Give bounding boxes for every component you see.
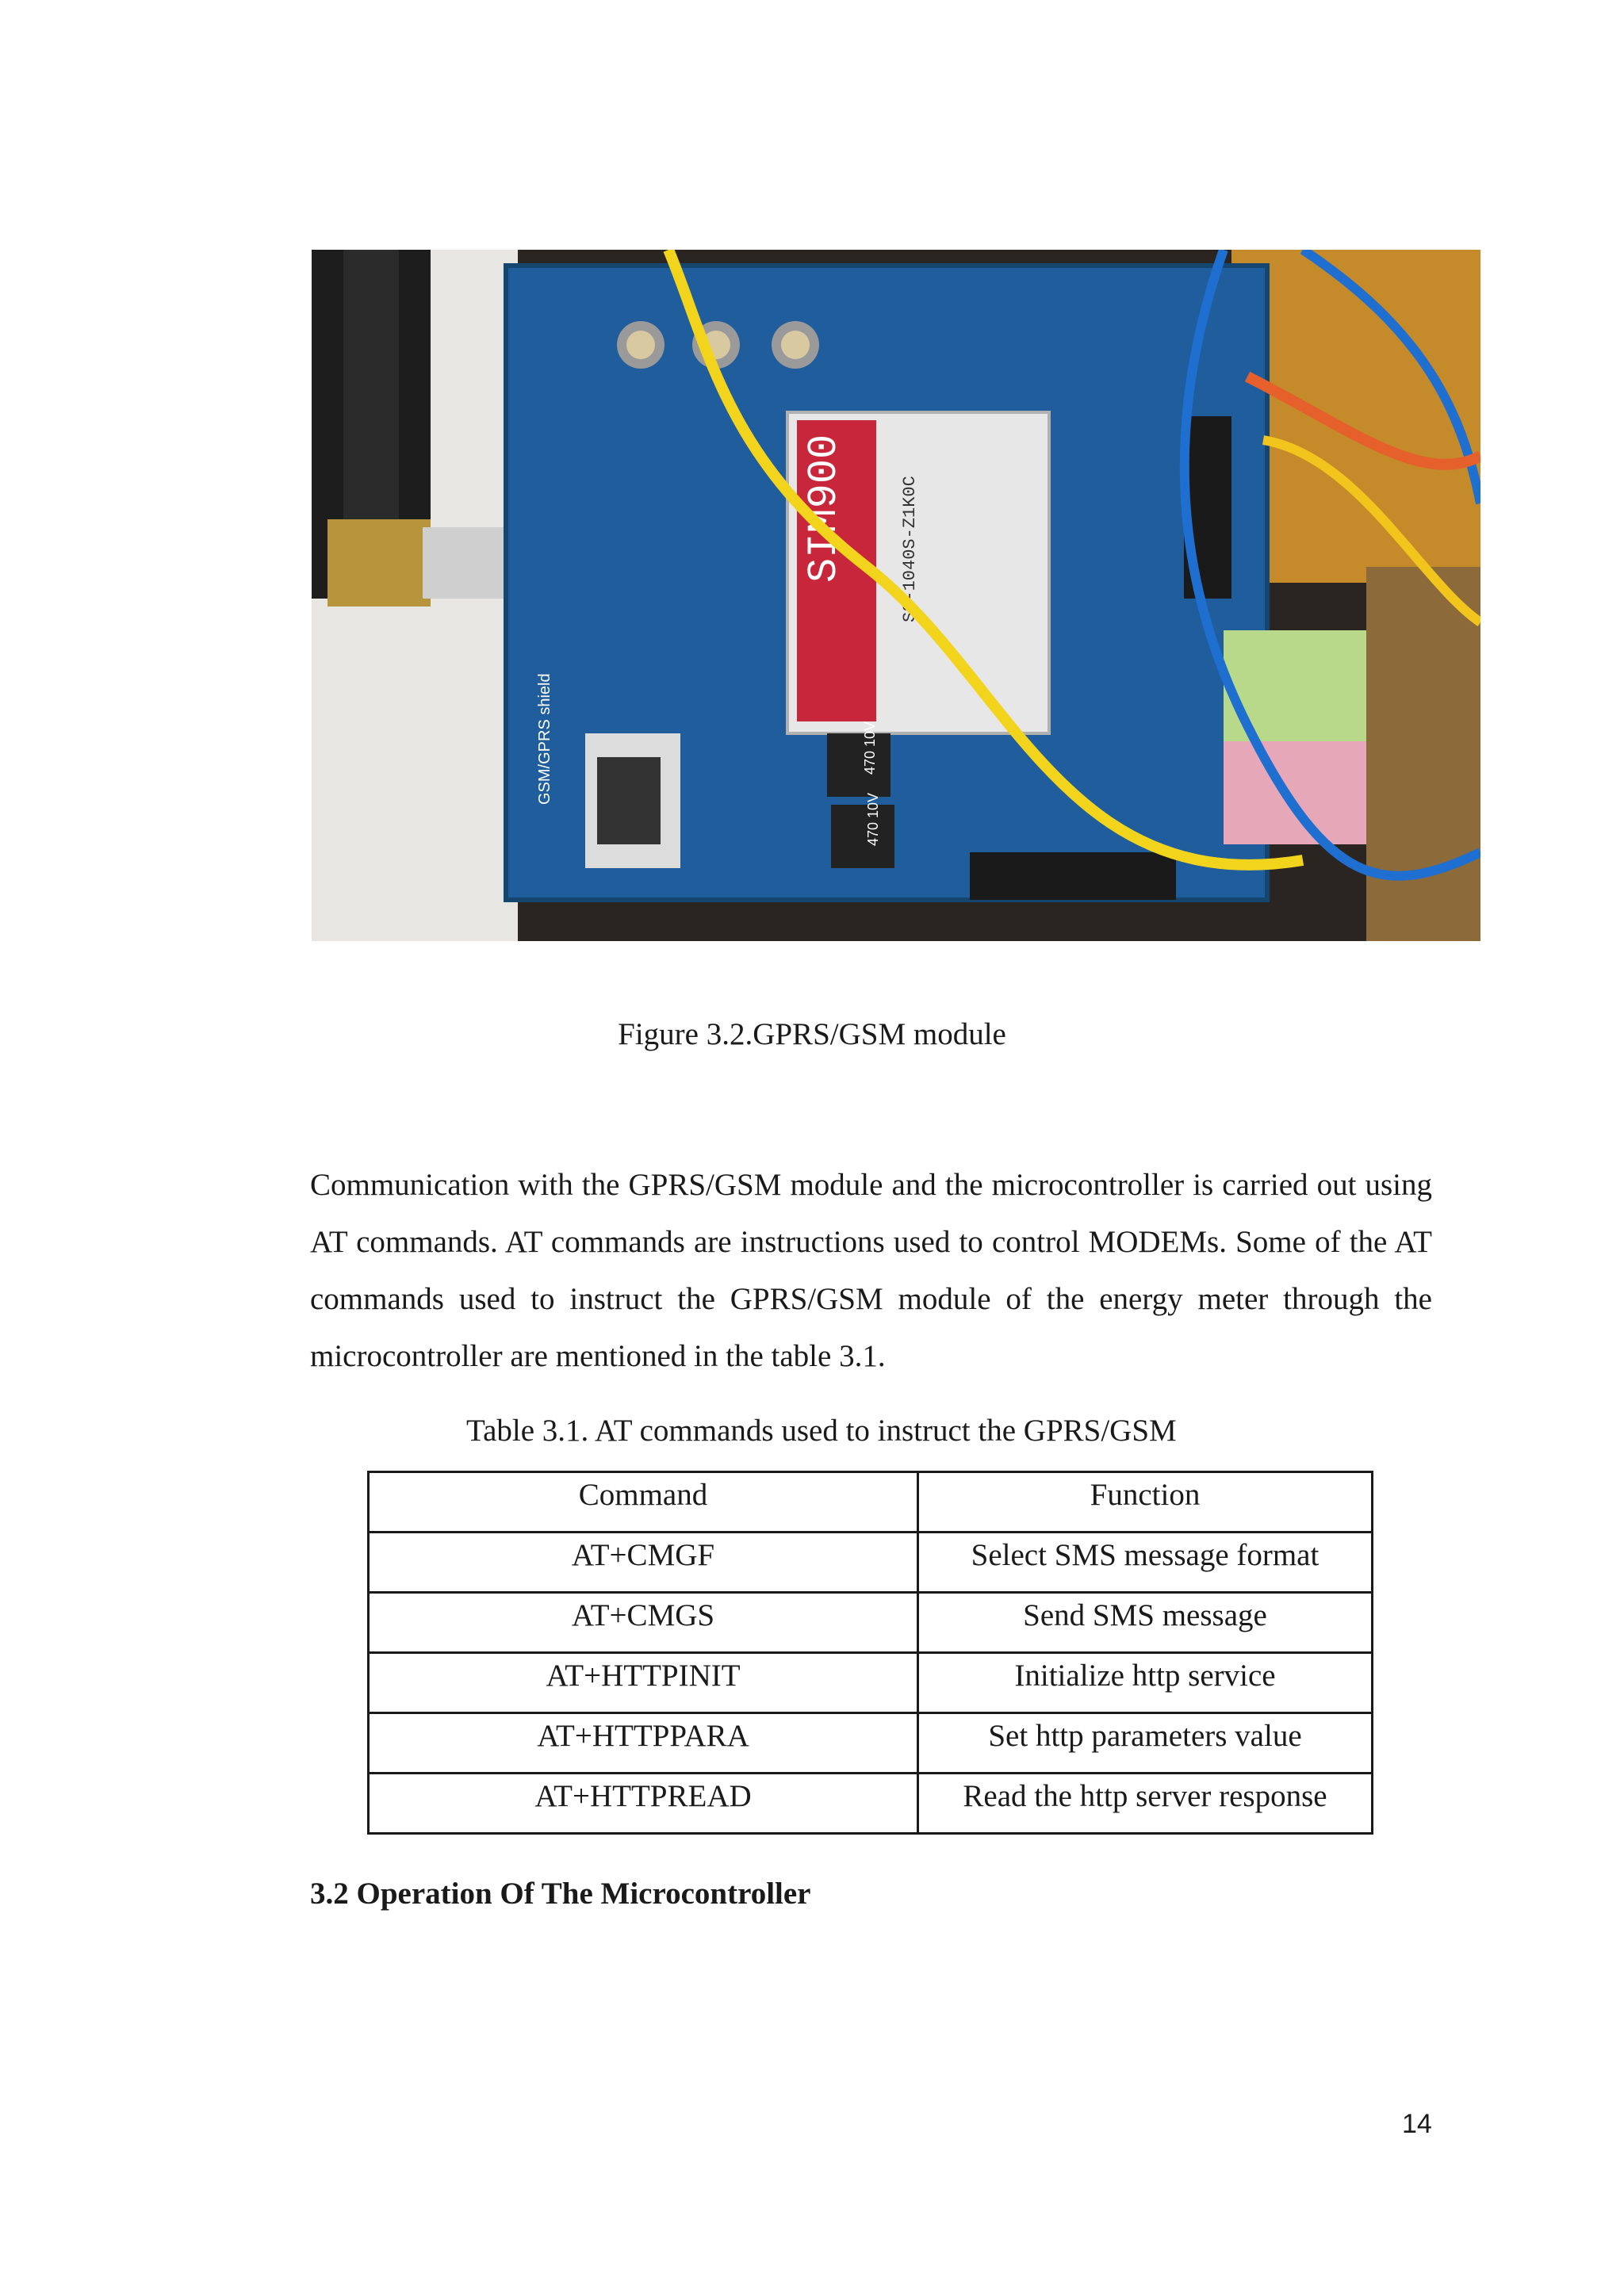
header-command: Command bbox=[369, 1472, 918, 1533]
function-cell: Send SMS message bbox=[918, 1593, 1373, 1653]
svg-text:SIM900: SIM900 bbox=[801, 434, 848, 583]
gsm-module-photo bbox=[312, 250, 1480, 941]
section-heading: 3.2 Operation Of The Microcontroller bbox=[310, 1877, 811, 1911]
svg-text:470 10V: 470 10V bbox=[865, 792, 881, 846]
at-commands-table bbox=[367, 1471, 1373, 1835]
svg-text:S2-1040S-Z1K0C: S2-1040S-Z1K0C bbox=[900, 476, 920, 622]
function-cell: Initialize http service bbox=[918, 1653, 1373, 1713]
svg-text:470 10V: 470 10V bbox=[862, 721, 878, 775]
command-cell: AT+CMGS bbox=[369, 1593, 918, 1653]
command-cell: AT+HTTPREAD bbox=[369, 1774, 918, 1834]
function-cell: Read the http server response bbox=[918, 1774, 1373, 1834]
command-cell: AT+HTTPPARA bbox=[369, 1713, 918, 1774]
table-row bbox=[369, 1774, 1373, 1834]
table-row bbox=[369, 1533, 1373, 1593]
table-header-row bbox=[369, 1472, 1373, 1533]
command-cell: AT+CMGF bbox=[369, 1533, 918, 1593]
table-row bbox=[369, 1593, 1373, 1653]
table-caption: Table 3.1. AT commands used to instruct the GPRS/GSM bbox=[466, 1414, 1177, 1448]
gsm-shield-illustration bbox=[312, 250, 1480, 941]
function-cell: Select SMS message format bbox=[918, 1533, 1373, 1593]
svg-text:GSM/GPRS shield: GSM/GPRS shield bbox=[536, 673, 553, 805]
page-number: 14 bbox=[1402, 2109, 1432, 2139]
header-function: Function bbox=[918, 1472, 1373, 1533]
body-paragraph: Communication with the GPRS/GSM module and the microcontroller is carried out using AT commands. AT commands are instructions used to control MODEMs. Some of the AT commands used to instruct the GPRS/GSM module of the energy meter through the microcontroller are mentioned in the table 3.1. bbox=[310, 1168, 1432, 1373]
table-row bbox=[369, 1713, 1373, 1774]
function-cell: Set http parameters value bbox=[918, 1713, 1373, 1774]
command-cell: AT+HTTPINIT bbox=[369, 1653, 918, 1713]
table-row bbox=[369, 1653, 1373, 1713]
figure-caption: Figure 3.2.GPRS/GSM module bbox=[618, 1017, 1006, 1051]
